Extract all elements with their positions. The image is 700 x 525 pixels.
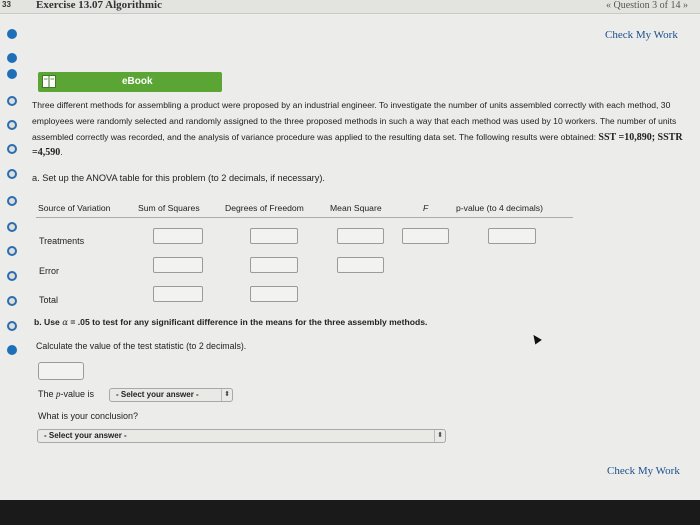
conclusion-label: What is your conclusion? — [38, 411, 139, 421]
stat-separator: ; — [651, 131, 658, 143]
treatments-ms-input[interactable] — [337, 228, 384, 244]
header-p-value: p-value (to 4 decimals) — [456, 203, 543, 213]
mouse-cursor-icon — [530, 333, 542, 345]
error-ss-input[interactable] — [153, 257, 203, 273]
rail-dot-8[interactable] — [7, 196, 17, 206]
rail-dot-7[interactable] — [7, 169, 17, 179]
part-b-prefix: b. Use — [34, 317, 63, 327]
check-my-work-top[interactable]: Check My Work — [605, 29, 678, 41]
rail-dot-2[interactable] — [7, 53, 17, 63]
total-ss-input[interactable] — [153, 286, 203, 302]
select-arrows-icon: ⬍ — [434, 430, 445, 442]
rail-dot-3[interactable] — [7, 69, 17, 79]
rail-dot-9[interactable] — [7, 222, 17, 232]
rail-dot-6[interactable] — [7, 144, 17, 154]
part-a-prompt: a. Set up the ANOVA table for this problem (to 2 decimals, if necessary). — [32, 173, 325, 183]
rail-dot-12[interactable] — [7, 296, 17, 306]
pvalue-prefix: The — [38, 389, 57, 399]
pvalue-label — [38, 389, 94, 399]
anova-table-header — [36, 196, 573, 218]
test-statistic-prompt: Calculate the value of the test statistic (to 2 decimals). — [36, 341, 247, 351]
rail-dot-11[interactable] — [7, 271, 17, 281]
problem-end: . — [60, 147, 63, 158]
pvalue-select-value: - Select your answer - — [116, 390, 199, 399]
alpha-symbol: α — [62, 318, 68, 328]
header-sum-of-squares: Sum of Squares — [138, 203, 200, 213]
exercise-title: Exercise 13.07 Algorithmic — [36, 0, 162, 11]
rail-dot-5[interactable] — [7, 120, 17, 130]
pvalue-rest: -value is — [60, 389, 95, 399]
treatments-f-input[interactable] — [402, 228, 449, 244]
row-label-treatments: Treatments — [39, 236, 85, 246]
ebook-icon — [42, 75, 56, 88]
treatments-pvalue-input[interactable] — [488, 228, 536, 244]
header-f: F — [423, 203, 429, 213]
treatments-ss-input[interactable] — [153, 228, 203, 244]
header-degrees-of-freedom: Degrees of Freedom — [225, 203, 304, 213]
part-b-prompt — [34, 317, 427, 328]
row-label-total: Total — [39, 295, 59, 305]
question-rail — [0, 14, 24, 500]
total-df-input[interactable] — [250, 286, 298, 302]
row-label-error: Error — [39, 266, 59, 276]
rail-dot-1[interactable] — [7, 29, 17, 39]
rail-dot-10[interactable] — [7, 246, 17, 256]
pvalue-select[interactable] — [109, 388, 233, 402]
error-df-input[interactable] — [250, 257, 298, 273]
sstr-value: SSTR =4,590 — [32, 131, 683, 159]
top-bar — [0, 0, 700, 14]
treatments-df-input[interactable] — [250, 228, 298, 244]
pvalue-p: p — [56, 389, 61, 399]
ebook-button[interactable] — [38, 72, 222, 92]
error-ms-input[interactable] — [337, 257, 384, 273]
problem-text: Three different methods for assembling a product were proposed by an industrial engineer. To investigate the number of units assembled correctly with each method, 30 employees were randomly selected and randomly assigned to the three proposed methods in such a way that each method was used by 10 workers. The number of units assembled correctly was recorded, and the analysis of variance procedure was applied to the resulting data set. The following results were obtained: — [32, 100, 677, 142]
page-number: 33 — [2, 0, 11, 9]
rail-dot-13[interactable] — [7, 321, 17, 331]
select-arrows-icon: ⬍ — [221, 389, 232, 401]
ebook-label: eBook — [122, 76, 153, 87]
test-statistic-input[interactable] — [38, 362, 84, 380]
part-b-text: = .05 to test for any significant difference in the means for the three assembly methods. — [68, 317, 428, 327]
conclusion-select-value: - Select your answer - — [44, 431, 127, 440]
rail-dot-14[interactable] — [7, 345, 17, 355]
conclusion-select[interactable] — [37, 429, 446, 443]
header-mean-square: Mean Square — [330, 203, 382, 213]
header-source: Source of Variation — [38, 203, 111, 213]
check-my-work-bottom[interactable]: Check My Work — [607, 465, 680, 477]
rail-dot-4[interactable] — [7, 96, 17, 106]
sst-value: SST =10,890 — [598, 131, 652, 143]
problem-statement — [32, 98, 692, 161]
question-navigation[interactable]: « Question 3 of 14 » — [606, 0, 688, 11]
